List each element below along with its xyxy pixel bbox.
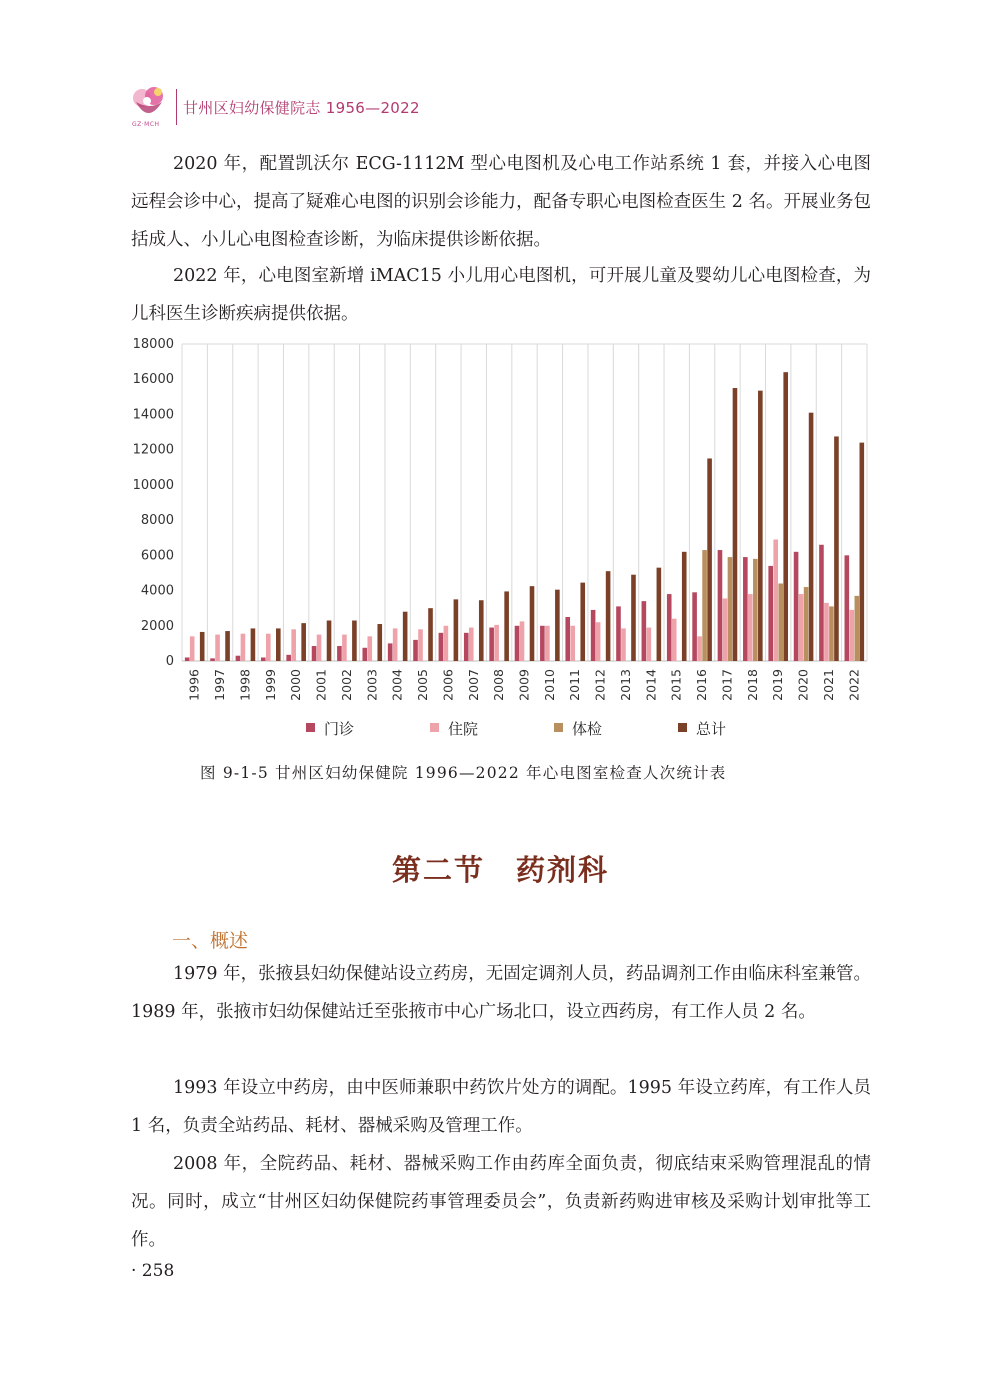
bar — [824, 603, 829, 661]
bar — [388, 643, 393, 661]
logo-text: GZ·MCH — [132, 121, 160, 128]
running-header-title: 甘州区妇幼保健院志 1956—2022 — [183, 98, 420, 117]
y-tick-label: 18000 — [132, 337, 174, 352]
bar — [580, 583, 585, 661]
x-tick-label: 2003 — [364, 669, 380, 701]
bar — [631, 575, 636, 661]
x-tick-label: 2000 — [288, 669, 304, 701]
bar — [834, 436, 839, 661]
bar — [276, 628, 281, 661]
x-tick-label: 1998 — [237, 669, 253, 701]
bar — [200, 632, 205, 661]
bar — [185, 657, 190, 661]
bar — [418, 629, 423, 661]
x-tick-label: 2005 — [415, 669, 431, 701]
bar — [606, 571, 611, 661]
bar — [444, 626, 449, 661]
bar — [439, 633, 444, 661]
bar — [327, 620, 332, 661]
bar — [804, 587, 809, 661]
bar — [236, 656, 241, 661]
bar — [621, 628, 626, 661]
x-tick-label: 2016 — [694, 669, 710, 701]
paragraph-1993: 1993 年设立中药房，由中医师兼职中药饮片处方的调配。1995 年设立药库，有工作人员 1 名，负责全站药品、耗材、器械采购及管理工作。 — [131, 1078, 871, 1136]
bar — [642, 601, 647, 661]
x-tick-label: 2010 — [541, 669, 557, 701]
x-tick-label: 2022 — [846, 669, 862, 701]
bar — [428, 608, 433, 661]
bar — [317, 635, 322, 661]
y-tick-label: 0 — [165, 654, 174, 669]
bar — [692, 592, 697, 661]
subsection-heading: 一、概述 — [172, 930, 249, 952]
bar — [855, 596, 860, 661]
paragraph-2008: 2008 年，全院药品、耗材、器械采购工作由药库全面负责，彻底结束采购管理混乱的情况。同时，成立“甘州区妇幼保健院药事管理委员会”，负责新药购进审核及采购计划审批等工作。 — [131, 1154, 871, 1250]
bar — [783, 372, 788, 661]
bar — [301, 623, 306, 661]
bar — [403, 612, 408, 661]
legend-label: 体检 — [572, 720, 603, 738]
x-tick-label: 2011 — [567, 669, 583, 701]
x-tick-label: 2004 — [389, 669, 405, 701]
bar — [768, 566, 773, 661]
bar — [657, 568, 662, 661]
bar — [312, 646, 317, 661]
bar — [504, 591, 509, 661]
section-title: 第二节 药剂科 — [391, 853, 609, 887]
bar — [545, 626, 550, 661]
bar — [707, 458, 712, 661]
bar — [479, 600, 484, 661]
bar — [697, 636, 702, 661]
bar — [215, 635, 220, 661]
bar — [845, 555, 850, 661]
x-tick-label: 2014 — [643, 669, 659, 701]
ecg-exam-chart — [120, 336, 880, 756]
bar — [743, 557, 748, 661]
logo-heart-icon — [130, 84, 170, 124]
bar — [367, 636, 372, 661]
bar — [565, 617, 570, 661]
bar — [464, 633, 469, 661]
paragraph-2022: 2022 年，心电图室新增 iMAC15 小儿用心电图机，可开展儿童及婴幼儿心电图检查，为儿科医生诊断疾病提供依据。 — [131, 266, 871, 324]
legend-label: 住院 — [448, 720, 479, 738]
bar — [515, 626, 520, 661]
y-tick-label: 10000 — [132, 477, 174, 493]
legend-swatch — [306, 723, 315, 732]
x-tick-label: 2015 — [668, 669, 684, 701]
x-tick-label: 2018 — [744, 669, 760, 701]
bar — [860, 443, 865, 661]
x-tick-label: 2021 — [820, 669, 836, 701]
x-tick-label: 1997 — [212, 669, 228, 701]
bar — [616, 606, 621, 661]
bar — [469, 628, 474, 661]
y-tick-label: 8000 — [140, 513, 174, 529]
x-tick-label: 2002 — [338, 669, 354, 701]
bar — [591, 610, 596, 661]
bar — [733, 388, 738, 661]
header-divider — [176, 89, 177, 125]
bar — [291, 629, 296, 661]
bar — [753, 559, 758, 661]
bar — [758, 391, 763, 661]
bar — [342, 635, 347, 661]
bar — [555, 590, 560, 661]
bar — [225, 631, 230, 661]
bar — [773, 539, 778, 661]
bar — [829, 606, 834, 661]
bar — [728, 557, 733, 661]
bar — [794, 552, 799, 661]
bar — [413, 640, 418, 661]
legend-swatch — [554, 723, 563, 732]
bar — [530, 586, 535, 661]
bar — [799, 594, 804, 661]
legend-label: 总计 — [696, 720, 727, 738]
x-tick-label: 2009 — [516, 669, 532, 701]
y-tick-label: 12000 — [132, 442, 174, 458]
bar — [718, 550, 723, 661]
x-tick-label: 2020 — [795, 669, 811, 701]
legend-label: 门诊 — [324, 720, 355, 738]
bar — [723, 598, 728, 661]
bar — [850, 610, 855, 661]
bar — [672, 619, 677, 661]
bar — [520, 621, 525, 661]
paragraph-1979: 1979 年，张掖县妇幼保健站设立药房，无固定调剂人员，药品调剂工作由临床科室兼管。1989 年，张掖市妇幼保健站迁至张掖市中心广场北口，设立西药房，有工作人员 2 名。 — [131, 964, 871, 1022]
y-tick-label: 2000 — [140, 618, 174, 634]
bar — [393, 628, 398, 661]
bar — [241, 634, 246, 661]
y-tick-label: 4000 — [140, 583, 174, 599]
x-tick-label: 1999 — [262, 669, 278, 701]
bar — [570, 626, 575, 661]
bar — [454, 599, 459, 661]
bar — [702, 550, 707, 661]
bar — [667, 594, 672, 661]
bar — [778, 584, 783, 661]
y-tick-label: 16000 — [132, 372, 174, 388]
figure-caption: 图 9-1-5 甘州区妇幼保健院 1996—2022 年心电图室检查人次统计表 — [200, 764, 727, 782]
bar — [748, 594, 753, 661]
legend-swatch — [430, 723, 439, 732]
y-tick-label: 14000 — [132, 407, 174, 423]
bar — [819, 545, 824, 661]
legend-swatch — [678, 723, 687, 732]
bar — [682, 552, 687, 661]
bar — [286, 655, 291, 661]
bar — [261, 657, 266, 661]
x-tick-label: 2017 — [719, 669, 735, 701]
bar — [266, 634, 271, 661]
bar — [596, 622, 601, 661]
bar — [647, 628, 652, 661]
x-tick-label: 1996 — [186, 669, 202, 701]
bar — [251, 628, 256, 661]
paragraph-2020: 2020 年，配置凯沃尔 ECG-1112M 型心电图机及心电工作站系统 1 套，并接入心电图远程会诊中心，提高了疑难心电图的识别会诊能力，配备专职心电图检查医生 2 名。开展业务包括成人、小儿心电图检查诊断，为临床提供诊断依据。 — [131, 154, 871, 250]
page-header — [130, 84, 420, 130]
bar — [489, 628, 494, 661]
x-tick-label: 2006 — [440, 669, 456, 701]
hospital-logo — [130, 84, 170, 130]
bar — [809, 413, 814, 661]
bar — [540, 626, 545, 661]
bar — [337, 646, 342, 661]
page-number: · 258 — [131, 1261, 175, 1281]
bar — [190, 636, 195, 661]
x-tick-label: 2001 — [313, 669, 329, 701]
bar — [377, 624, 382, 661]
x-tick-label: 2008 — [491, 669, 507, 701]
chart-svg — [120, 336, 880, 756]
x-tick-label: 2007 — [465, 669, 481, 701]
bar — [362, 648, 367, 661]
bar — [210, 658, 215, 661]
x-tick-label: 2019 — [770, 669, 786, 701]
x-tick-label: 2013 — [617, 669, 633, 701]
x-tick-label: 2012 — [592, 669, 608, 701]
bar — [352, 620, 357, 661]
y-tick-label: 6000 — [140, 548, 174, 564]
bar — [494, 625, 499, 661]
